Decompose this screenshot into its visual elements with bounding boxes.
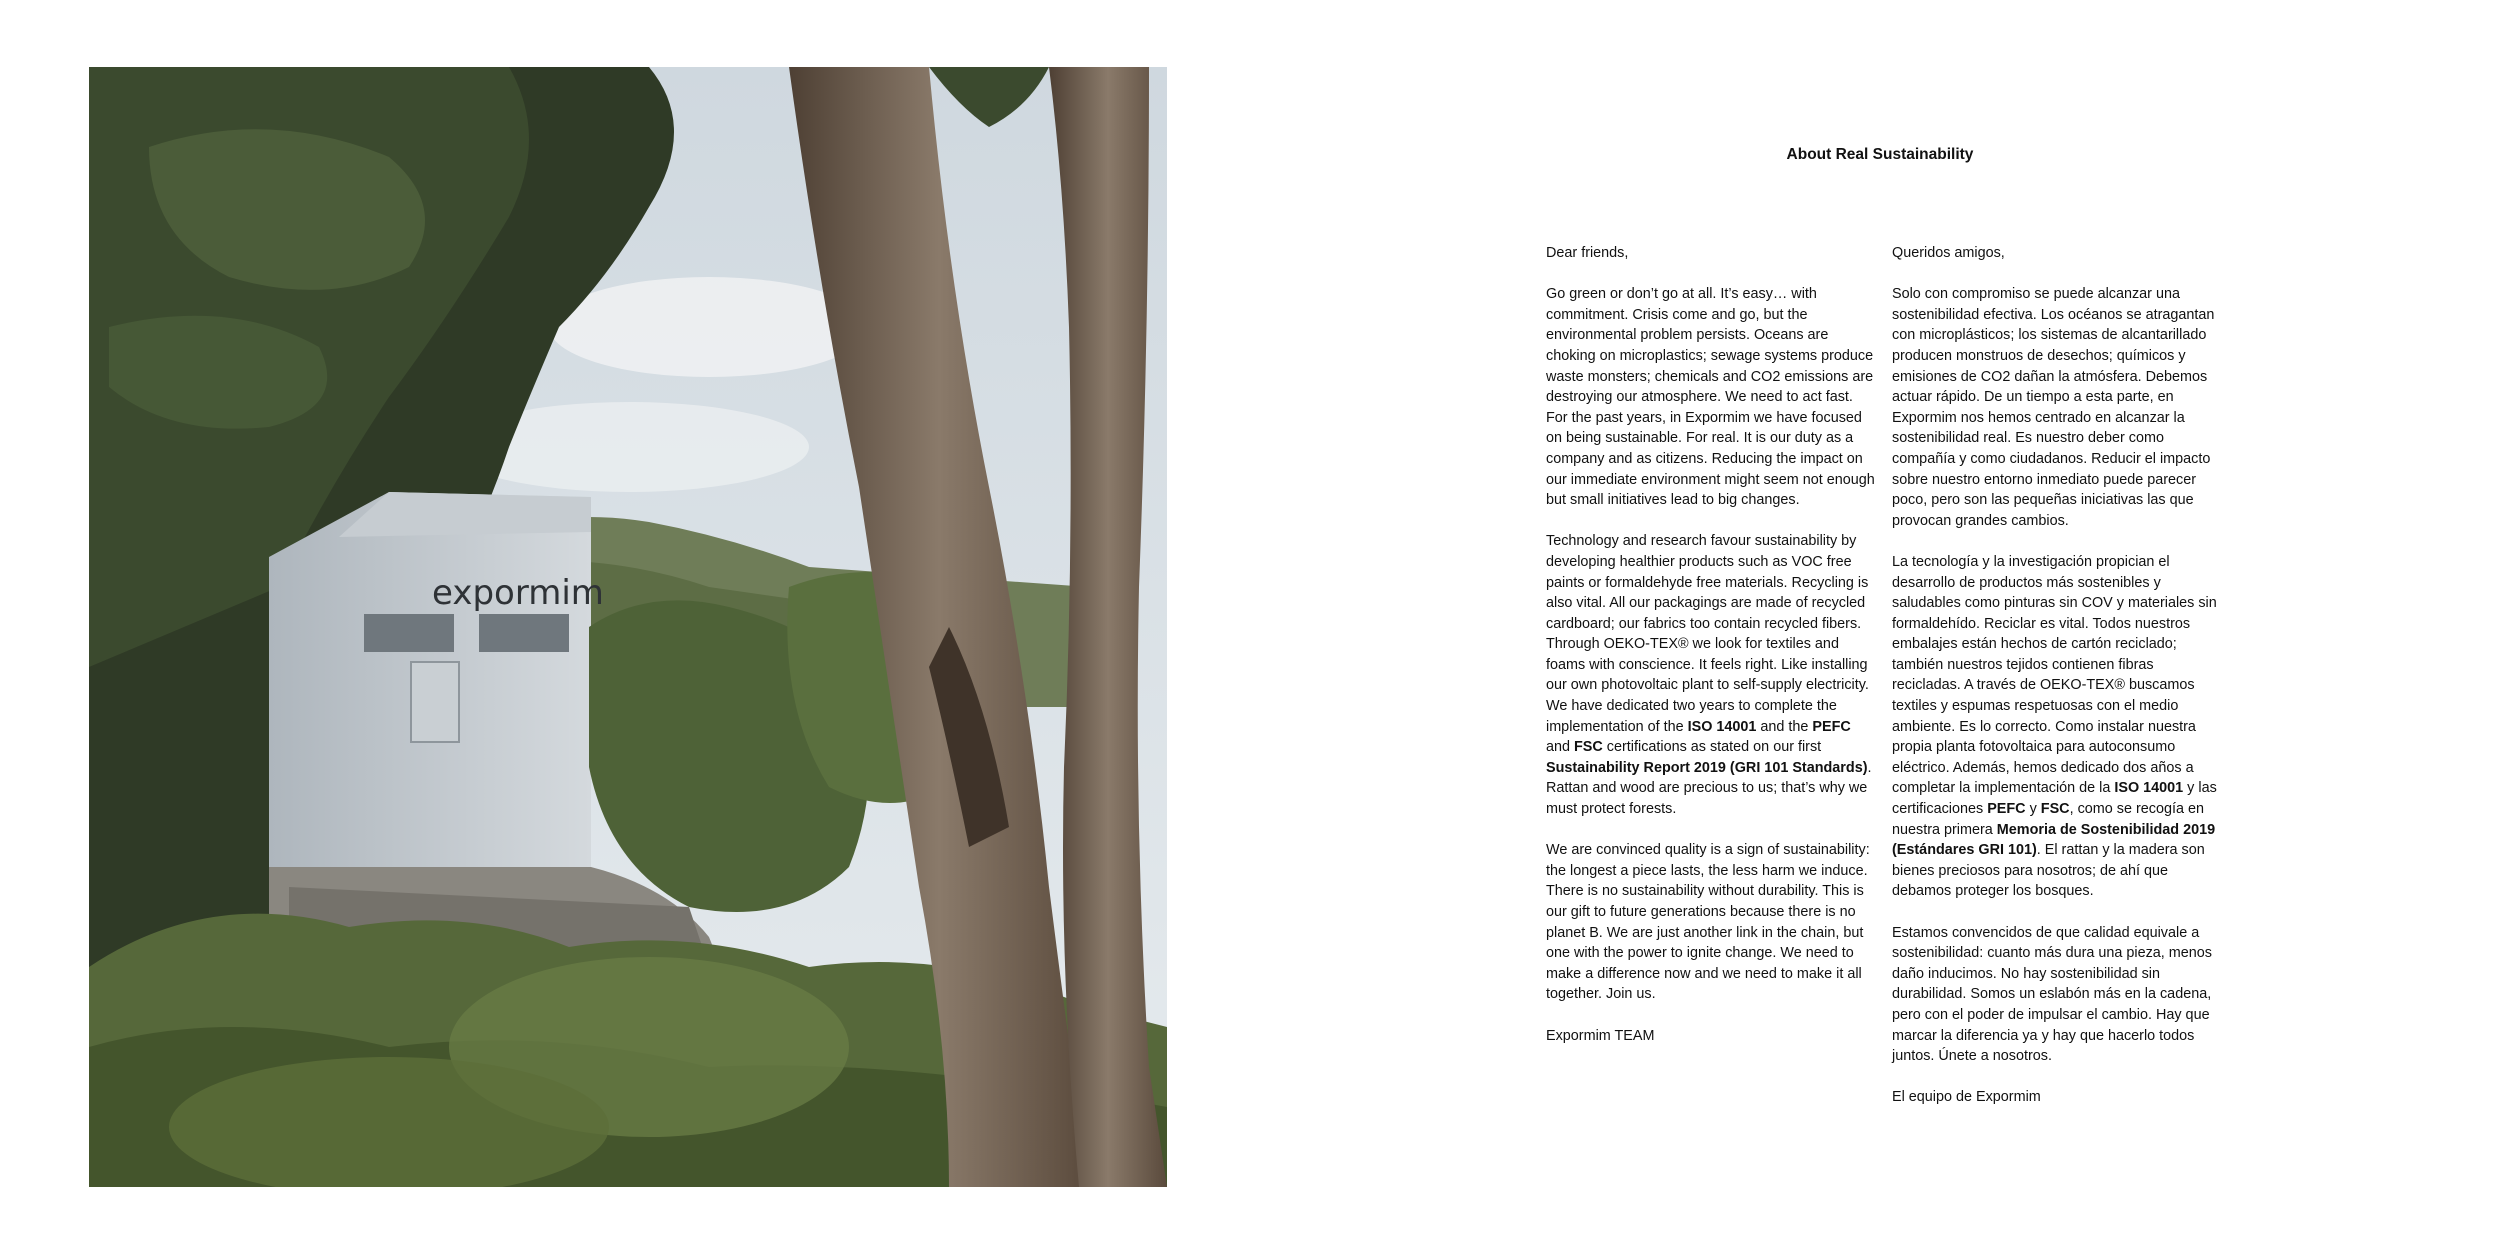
spanish-paragraph-1: Solo con compromiso se puede alcanzar una sostenibilidad efectiva. Los océanos se atragantan con microplásticos; los sistemas de alcantarillado producen monstruos de desechos; químicos y emisiones de CO2 dañan la atmósfera. Debemos actuar rápido. De un tiempo a esta parte, en Expormim nos hemos centrado en alcanzar la sostenibilidad real. Es nuestro deber como compañía y como ciudadanos. Reducir el impacto sobre nuestro entorno inmediato puede parecer poco, pero son las pequeñas iniciativas las que provocan grandes cambios. <box>1892 286 2215 529</box>
text-run: Technology and research favour sustainability by developing healthier products such as VOC free paints or formaldehyde free materials. Recycling is also vital. All our packagings are made of recycled cardboard; our fabrics too contain recycled fibers. Through OEKO-TEX® we look for textiles and foams with conscience. It feels right. Like installing our own photovoltaic plant to self-supply electricity. We have dedicated two years to complete the implementation of the <box>1546 533 1869 735</box>
pefc-label: PEFC <box>1987 801 2026 818</box>
text-run: y <box>2025 801 2041 818</box>
iso-label: ISO 14001 <box>2114 780 2184 797</box>
english-signature: Expormim TEAM <box>1546 1027 1655 1044</box>
fsc-label: FSC <box>1574 739 1603 756</box>
iso-label: ISO 14001 <box>1687 718 1757 735</box>
text-run: and <box>1546 739 1575 756</box>
building-sign: expormim <box>432 573 604 613</box>
spanish-greeting: Queridos amigos, <box>1892 245 2005 261</box>
factory-photo <box>89 67 1167 1187</box>
factory-photo-drawing <box>89 67 1167 1187</box>
report-label: Sustainability Report 2019 (GRI 101 Standards) <box>1546 759 1868 776</box>
spanish-paragraph-3: Estamos convencidos de que calidad equivale a sostenibilidad: cuanto más dura una pieza, menos daño inducimos. No hay sostenibilidad sin durabilidad. Somos un eslabón más en la cadena, pero con el poder de impulsar el cambio. Hay que marcar la diferencia ya y hay que hacerlo todos juntos. Únete a nosotros. <box>1892 924 2212 1065</box>
fsc-label: FSC <box>2040 801 2070 818</box>
english-letter <box>1546 243 1876 1067</box>
english-paragraph-1: Go green or don’t go at all. It’s easy… with commitment. Crisis come and go, but the environmental problem persists. Oceans are choking on microplastics; sewage systems produce waste monsters; chemicals and CO2 emissions are destroying our atmosphere. We need to act fast. For the past years, in Expormim we have focused on being sustainable. For real. It is our duty as a company and as citizens. Reducing the impact on our immediate environment might seem not enough but small initiatives lead to big changes. <box>1546 286 1875 509</box>
english-greeting: Dear friends, <box>1546 245 1629 261</box>
text-run: , como se recogía en nuestra primera <box>1892 801 2204 838</box>
text-run: . Rattan and wood are precious to us; that’s why we must protect forests. <box>1546 759 1872 818</box>
text-run: . El rattan y la madera son bienes preciosos para nosotros; de ahí que debamos proteger los bosques. <box>1892 842 2205 900</box>
page-title: About Real Sustainability <box>1786 146 1974 163</box>
pefc-label: PEFC <box>1812 718 1851 735</box>
spanish-paragraph-2 <box>1892 552 2222 902</box>
text-run: certifications as stated on our first <box>1602 739 1822 756</box>
text-run: La tecnología y la investigación propician el desarrollo de productos más sostenibles y saludables como pinturas sin COV y materiales sin formaldehído. Reciclar es vital. Todos nuestros embalajes están hechos de cartón reciclado; también nuestros tejidos contienen fibras recicladas. A través de OEKO-TEX® buscamos textiles y espumas respetuosas con el medio ambiente. Es lo correcto. Como instalar nuestra propia planta fotovoltaica para autoconsumo eléctrico. Además, hemos dedicado dos años a completar la implementación de la <box>1892 553 2217 797</box>
spanish-letter <box>1892 243 2222 1129</box>
text-run: and the <box>1756 718 1813 735</box>
spanish-signature: El equipo de Expormim <box>1892 1089 2041 1106</box>
report-label: Memoria de Sostenibilidad 2019 (Estándares GRI 101) <box>1892 821 2216 859</box>
text-run: y las certificaciones <box>1892 780 2217 818</box>
english-paragraph-3: We are convinced quality is a sign of sustainability: the longest a piece lasts, the less harm we induce. There is no sustainability without durability. This is our gift to future generations because there is no planet B. We are just another link in the chain, but one with the power to ignite change. We need to make a difference now and we need to make it all together. Join us. <box>1546 842 1870 1003</box>
english-paragraph-2 <box>1546 531 1876 819</box>
